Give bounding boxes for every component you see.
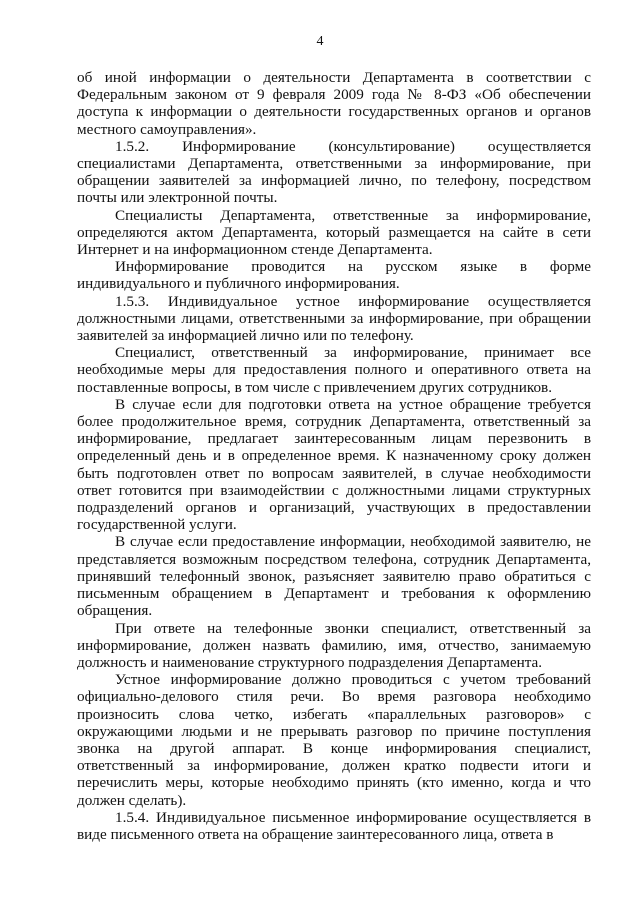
paragraph-1-5-3: 1.5.3. Индивидуальное устное информирование осуществляется должностными лицами, ответственными за информирование, при обращении заявителей за информацией лично или по телефону. [77, 292, 591, 345]
paragraph-specialists: Специалисты Департамента, ответственные за информирование, определяются актом Департамента, который размещается на сайте в сети Интернет и на информационном стенде Департамента. [77, 206, 591, 259]
paragraph-language: Информирование проводится на русском языке в форме индивидуального и публичного информирования. [77, 258, 591, 293]
paragraph-1-5-2: 1.5.2. Информирование (консультирование) осуществляется специалистами Департамента, ответственными за информирование, при обращении заявителей за информацией лично, по телефону, посредством почты или электронной почты. [77, 137, 591, 207]
paragraph-longer-time: В случае если для подготовки ответа на устное обращение требуется более продолжительное время, сотрудник Департамента, ответственный за информирование, предлагает заинтересованным лицам перезвонить в определенный день и в определенное время. К назначенному сроку должен быть подготовлен ответ по вопросам заявителей, в случае необходимости ответ готовится при взаимодействии с должностными лицами структурных подразделений органов и организаций, участвующих в предоставлении государственной услуги. [77, 395, 591, 534]
document-body [77, 69, 591, 843]
paragraph-1-5-4: 1.5.4. Индивидуальное письменное информирование осуществляется в виде письменного ответа на обращение заинтересованного лица, ответа в [77, 808, 591, 843]
paragraph-oral-style: Устное информирование должно проводиться с учетом требований официально-делового стиля речи. Во время разговора необходимо произносить слова четко, избегать «параллельных разговоров» с окружающими людьми и не прерывать разговор по причине поступления звонка на другой аппарат. В конце информирования специалист, ответственный за информирование, должен кратко подвести итоги и перечислить меры, которые необходимо принять (кто именно, когда и что должен сделать). [77, 671, 591, 809]
paragraph-not-possible: В случае если предоставление информации, необходимой заявителю, не представляется возможным посредством телефона, сотрудник Департамента, принявший телефонный звонок, разъясняет заявителю право обратиться с письменным обращением в Департамент и требования к оформлению обращения. [77, 533, 591, 620]
paragraph-specialist-measures: Специалист, ответственный за информирование, принимает все необходимые меры для предоставления полного и оперативного ответа на поставленные вопросы, в том числе с привлечением других сотрудников. [77, 344, 591, 396]
page-number: 4 [316, 34, 324, 49]
paragraph-continuation: об иной информации о деятельности Департамента в соответствии с Федеральным законом от 9 февраля 2009 года № 8-ФЗ «Об обеспечении доступа к информации о деятельности государственных органов и органов местного самоуправления». [77, 69, 591, 138]
paragraph-phone-answer: При ответе на телефонные звонки специалист, ответственный за информирование, должен назвать фамилию, имя, отчество, занимаемую должность и наименование структурного подразделения Департамента. [77, 619, 591, 671]
